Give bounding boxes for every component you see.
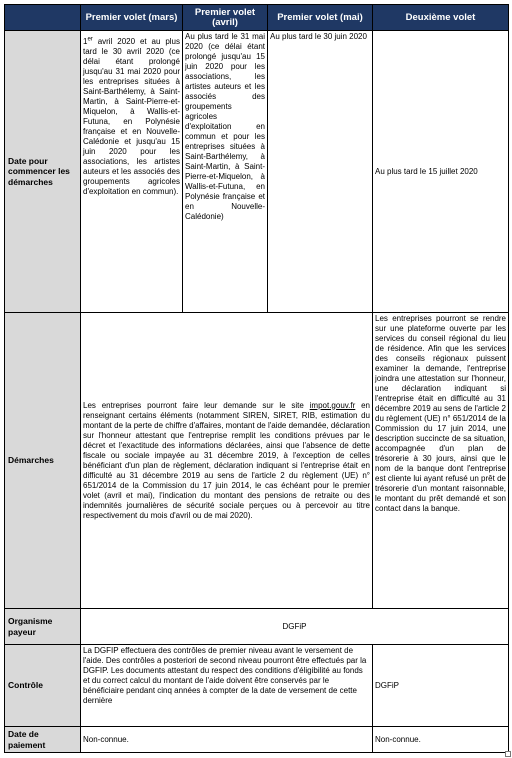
resize-handle-icon[interactable]	[505, 751, 511, 757]
header-deuxieme-volet: Deuxième volet	[373, 5, 509, 31]
header-corner	[5, 5, 81, 31]
cell-date-deuxieme: Au plus tard le 15 juillet 2020	[373, 31, 509, 313]
header-row	[5, 5, 509, 31]
cell-demarches-deuxieme: Les entreprises pourront se rendre sur une plateforme ouverte par les services du conseil régional du lieu de résidence. Afin que les services des conseils régionaux puissent examiner la demande, l'entreprise joindra une attestation sur l'honneur, une déclaration indiquant si l'entreprise était en difficulté au 31 décembre 2019 au sens de l'article 2 du règlement (UE) n° 651/2014 de la Commission du 17 juin 2014, une description succincte de sa situation, accompagnée d'un plan de trésorerie à 30 jours, ainsi que le nom de la banque dont l'entreprise est cliente lui ayant refusé un prêt de trésorerie d'un montant raisonnable, le montant du prêt demandé et son contact dans la banque.	[373, 313, 509, 609]
demarches-premier-text-a: Les entreprises pourront faire leur demande sur le site	[83, 400, 310, 410]
impots-link[interactable]: impot.gouv.fr	[309, 400, 356, 410]
header-premier-volet-mai: Premier volet (mai)	[268, 5, 373, 31]
date-mars-text: avril 2020 et au plus tard le 30 avril 2020 (ce délai étant prolongé jusqu'au 31 mai 2020 pour les entreprises situées à Saint-Barthélemy, à Saint-Martin, à Saint-Pierre-et-Miquelon, à Wallis-et-Futuna, en Polynésie française et en Nouvelle-Calédonie et jusqu'au 15 juin 2020 pour les associations, les artistes auteurs et les associés des groupements agricoles d'exploitation en commun).	[83, 37, 180, 196]
cell-demarches-premier	[81, 313, 373, 609]
demarches-premier-text-b: en renseignant certains éléments (notamment SIREN, SIRET, RIB, estimation du montant de la perte de chiffre d'affaires, montant de l'aide demandée, déclaration sur l'honneur attestant que l'entreprise remplit les conditions prévues par le décret et l'exactitude des informations déclarées, ainsi que l'absence de dette fiscale ou sociale impayée au 31 décembre 2019, à l'exception de celles bénéficiant d'un plan de règlement, déclaration indiquant si l'entreprise était en difficulté au 31 décembre 2019 au sens de l'article 2 du règlement (UE) n° 651/2014 de la Commission du 17 juin 2014, le cas échéant pour le premier volet (avril et mai), l'indication du montant des pensions de retraite ou des indemnités journalières de sécurité sociale perçues ou à percevoir au titre respectivement du mois d'avril ou de mai 2020).	[83, 400, 371, 520]
header-premier-volet-avril: Premier volet (avril)	[183, 5, 268, 31]
row-label-controle: Contrôle	[5, 645, 81, 727]
cell-date-mars	[81, 31, 183, 313]
comparison-table	[4, 4, 509, 753]
row-label-demarches: Démarches	[5, 313, 81, 609]
cell-controle-deuxieme: DGFiP	[373, 645, 509, 727]
cell-organisme-value: DGFiP	[81, 609, 509, 645]
date-mars-day: 1	[83, 37, 88, 46]
cell-controle-premier: La DGFIP effectuera des contrôles de premier niveau avant le versement de l'aide. Des contrôles a posteriori de second niveau pourront être effectués par la DGFIP. Les documents attestant du respect des conditions d'éligibilité au fonds et du correct calcul du montant de l'aide doivent être conservés par le bénéficiaire pendant cinq années à compter de la date de versement de cette dernière	[81, 645, 373, 727]
date-mars-superscript: er	[87, 36, 93, 43]
row-label-date: Date pour commencer les démarches	[5, 31, 81, 313]
header-premier-volet-mars: Premier volet (mars)	[81, 5, 183, 31]
row-label-organisme: Organisme payeur	[5, 609, 81, 645]
cell-date-mai: Au plus tard le 30 juin 2020	[268, 31, 373, 313]
cell-date-avril: Au plus tard le 31 mai 2020 (ce délai étant prolongé jusqu'au 15 juin 2020 pour les associations, les artistes auteurs et les associés des groupements agricoles d'exploitation en commun et pour les entreprises situées à Saint-Barthélemy, à Saint-Martin, à Saint-Pierre-et-Miquelon, à Wallis-et-Futuna, en Polynésie française et en Nouvelle-Calédonie)	[183, 31, 268, 313]
row-date	[5, 31, 509, 313]
row-paiement	[5, 727, 509, 753]
cell-paiement-deuxieme: Non-connue.	[373, 727, 509, 753]
row-controle	[5, 645, 509, 727]
cell-paiement-premier: Non-connue.	[81, 727, 373, 753]
row-organisme	[5, 609, 509, 645]
row-demarches	[5, 313, 509, 609]
row-label-paiement: Date de paiement	[5, 727, 81, 753]
